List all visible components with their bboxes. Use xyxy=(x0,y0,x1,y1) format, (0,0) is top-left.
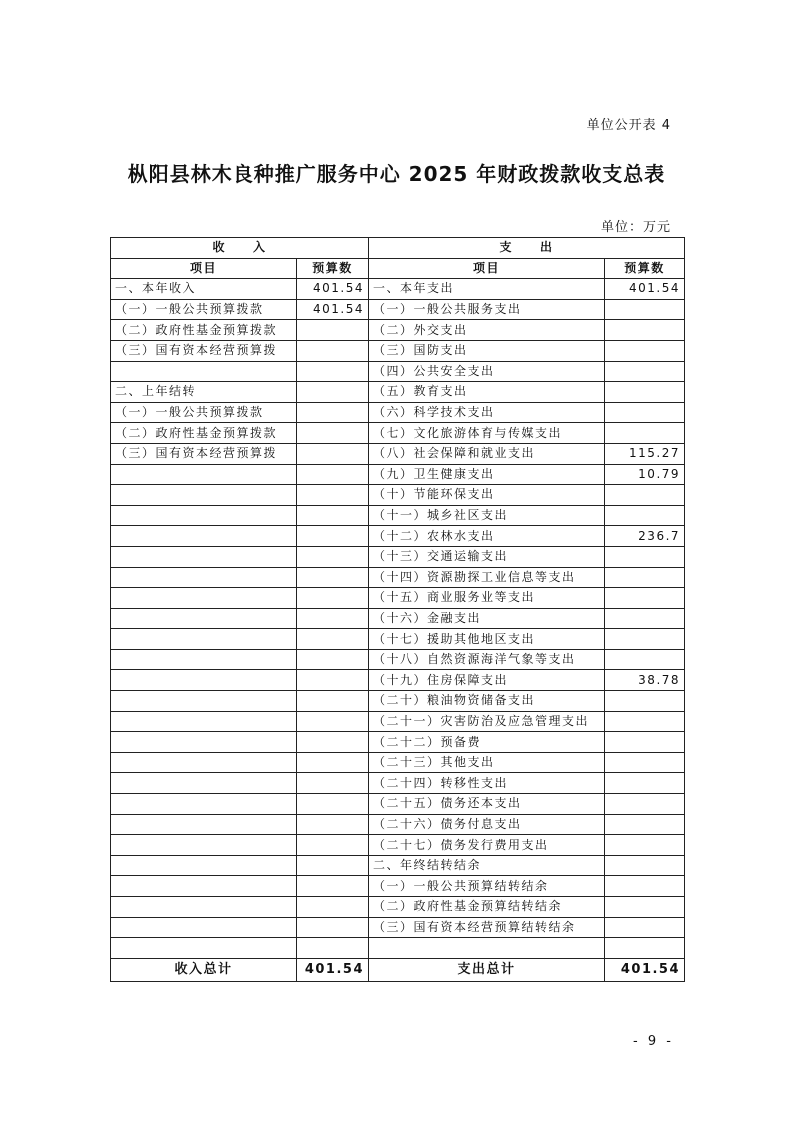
income-header: 收 入 xyxy=(111,238,369,259)
income-item-cell xyxy=(111,526,297,547)
expense-item-cell: （十六）金融支出 xyxy=(369,608,605,629)
expense-budget-header: 预算数 xyxy=(605,258,685,279)
expense-item-cell: （六）科学技术支出 xyxy=(369,402,605,423)
budget-table-body xyxy=(111,238,685,982)
expense-item-cell: （五）教育支出 xyxy=(369,382,605,403)
income-budget-cell xyxy=(297,773,369,794)
income-item-cell xyxy=(111,361,297,382)
income-item-cell: （三）国有资本经营预算拨 xyxy=(111,443,297,464)
expense-item-cell: （二十一）灾害防治及应急管理支出 xyxy=(369,711,605,732)
expense-budget-cell xyxy=(605,711,685,732)
income-budget-cell xyxy=(297,752,369,773)
expense-item-cell: （十三）交通运输支出 xyxy=(369,546,605,567)
table-row xyxy=(111,691,685,712)
expense-budget-cell xyxy=(605,340,685,361)
income-budget-cell: 401.54 xyxy=(297,279,369,300)
income-budget-cell xyxy=(297,588,369,609)
expense-item-cell: （二十）粮油物资储备支出 xyxy=(369,691,605,712)
income-item-cell xyxy=(111,485,297,506)
expense-budget-cell xyxy=(605,752,685,773)
expense-item-cell: （十七）援助其他地区支出 xyxy=(369,629,605,650)
budget-table xyxy=(110,237,685,982)
table-row xyxy=(111,732,685,753)
expense-item-cell: 一、本年支出 xyxy=(369,279,605,300)
income-item-cell xyxy=(111,938,297,959)
expense-budget-cell xyxy=(605,876,685,897)
expense-budget-cell xyxy=(605,794,685,815)
expense-item-cell: （十一）城乡社区支出 xyxy=(369,505,605,526)
table-row xyxy=(111,670,685,691)
income-item-cell xyxy=(111,794,297,815)
table-row xyxy=(111,464,685,485)
expense-budget-cell xyxy=(605,299,685,320)
table-row xyxy=(111,814,685,835)
income-item-cell xyxy=(111,588,297,609)
unit-label: 单位：万元 xyxy=(600,220,671,235)
income-item-cell xyxy=(111,629,297,650)
expense-header: 支 出 xyxy=(369,238,685,259)
page-number: - 9 - xyxy=(633,1034,674,1049)
income-item-cell: （二）政府性基金预算拨款 xyxy=(111,423,297,444)
income-item-cell xyxy=(111,732,297,753)
expense-budget-cell xyxy=(605,361,685,382)
table-row xyxy=(111,567,685,588)
income-item-cell xyxy=(111,567,297,588)
expense-budget-cell xyxy=(605,320,685,341)
table-row xyxy=(111,588,685,609)
income-item-cell xyxy=(111,691,297,712)
income-budget-cell xyxy=(297,485,369,506)
table-row xyxy=(111,629,685,650)
expense-budget-cell xyxy=(605,382,685,403)
income-item-cell xyxy=(111,897,297,918)
income-budget-header: 预算数 xyxy=(297,258,369,279)
table-row xyxy=(111,443,685,464)
income-budget-cell xyxy=(297,794,369,815)
income-budget-cell xyxy=(297,361,369,382)
expense-budget-cell xyxy=(605,855,685,876)
table-row xyxy=(111,340,685,361)
expense-item-cell: 二、年终结转结余 xyxy=(369,855,605,876)
expense-item-cell: （八）社会保障和就业支出 xyxy=(369,443,605,464)
income-item-cell xyxy=(111,711,297,732)
expense-item-cell: （二十五）债务还本支出 xyxy=(369,794,605,815)
expense-budget-cell xyxy=(605,773,685,794)
table-row xyxy=(111,546,685,567)
income-budget-cell xyxy=(297,855,369,876)
income-item-cell xyxy=(111,876,297,897)
income-item-header: 项目 xyxy=(111,258,297,279)
expense-budget-cell xyxy=(605,938,685,959)
expense-budget-cell xyxy=(605,917,685,938)
table-row xyxy=(111,835,685,856)
expense-item-cell: （七）文化旅游体育与传媒支出 xyxy=(369,423,605,444)
table-row xyxy=(111,711,685,732)
table-row xyxy=(111,402,685,423)
expense-budget-cell xyxy=(605,505,685,526)
income-budget-cell xyxy=(297,608,369,629)
expense-item-cell: （二十七）债务发行费用支出 xyxy=(369,835,605,856)
table-row xyxy=(111,505,685,526)
expense-item-cell: （二）外交支出 xyxy=(369,320,605,341)
income-item-cell: （一）一般公共预算拨款 xyxy=(111,299,297,320)
income-budget-cell xyxy=(297,917,369,938)
expense-item-cell: （十八）自然资源海洋气象等支出 xyxy=(369,649,605,670)
income-budget-cell xyxy=(297,732,369,753)
income-item-cell xyxy=(111,546,297,567)
expense-budget-cell: 401.54 xyxy=(605,279,685,300)
expense-item-cell: （二十三）其他支出 xyxy=(369,752,605,773)
table-row xyxy=(111,917,685,938)
income-budget-cell xyxy=(297,546,369,567)
table-row xyxy=(111,855,685,876)
income-budget-cell xyxy=(297,402,369,423)
expense-item-cell: （三）国防支出 xyxy=(369,340,605,361)
expense-total-label: 支出总计 xyxy=(369,958,605,981)
expense-item-cell: （四）公共安全支出 xyxy=(369,361,605,382)
expense-item-cell: （一）一般公共预算结转结余 xyxy=(369,876,605,897)
expense-item-cell: （二）政府性基金预算结转结余 xyxy=(369,897,605,918)
table-row xyxy=(111,485,685,506)
table-row xyxy=(111,526,685,547)
income-budget-cell xyxy=(297,443,369,464)
income-budget-cell xyxy=(297,691,369,712)
income-budget-cell xyxy=(297,340,369,361)
income-item-cell xyxy=(111,608,297,629)
expense-budget-cell: 38.78 xyxy=(605,670,685,691)
table-row xyxy=(111,773,685,794)
table-row xyxy=(111,299,685,320)
income-item-cell xyxy=(111,917,297,938)
expense-item-cell: （十九）住房保障支出 xyxy=(369,670,605,691)
income-item-cell xyxy=(111,505,297,526)
income-budget-cell xyxy=(297,464,369,485)
income-item-cell: 一、本年收入 xyxy=(111,279,297,300)
income-item-cell xyxy=(111,670,297,691)
income-budget-cell xyxy=(297,835,369,856)
total-row xyxy=(111,958,685,981)
expense-budget-cell xyxy=(605,814,685,835)
table-row xyxy=(111,320,685,341)
income-budget-cell xyxy=(297,382,369,403)
expense-budget-cell xyxy=(605,485,685,506)
expense-budget-cell xyxy=(605,608,685,629)
expense-item-cell: （十二）农林水支出 xyxy=(369,526,605,547)
income-budget-cell xyxy=(297,629,369,650)
income-item-cell: （二）政府性基金预算拨款 xyxy=(111,320,297,341)
table-row xyxy=(111,361,685,382)
table-row xyxy=(111,382,685,403)
expense-item-header: 项目 xyxy=(369,258,605,279)
expense-budget-cell xyxy=(605,546,685,567)
income-item-cell xyxy=(111,773,297,794)
expense-budget-cell xyxy=(605,588,685,609)
expense-budget-cell: 10.79 xyxy=(605,464,685,485)
income-item-cell xyxy=(111,464,297,485)
table-row xyxy=(111,279,685,300)
table-row xyxy=(111,938,685,959)
income-budget-cell xyxy=(297,814,369,835)
expense-budget-cell xyxy=(605,897,685,918)
table-row xyxy=(111,608,685,629)
income-budget-cell xyxy=(297,320,369,341)
expense-item-cell xyxy=(369,938,605,959)
expense-budget-cell xyxy=(605,691,685,712)
expense-budget-cell xyxy=(605,402,685,423)
form-code: 单位公开表 4 xyxy=(586,118,671,133)
table-row xyxy=(111,876,685,897)
income-item-cell: （一）一般公共预算拨款 xyxy=(111,402,297,423)
income-budget-cell xyxy=(297,505,369,526)
page-title: 枞阳县林木良种推广服务中心 2025 年财政拨款收支总表 xyxy=(127,162,666,186)
expense-item-cell: （十四）资源勘探工业信息等支出 xyxy=(369,567,605,588)
expense-total-value: 401.54 xyxy=(605,958,685,981)
income-item-cell: （三）国有资本经营预算拨 xyxy=(111,340,297,361)
income-item-cell xyxy=(111,814,297,835)
expense-budget-cell xyxy=(605,732,685,753)
expense-item-cell: （二十四）转移性支出 xyxy=(369,773,605,794)
section-header-row xyxy=(111,238,685,259)
income-budget-cell xyxy=(297,670,369,691)
expense-item-cell: （二十六）债务付息支出 xyxy=(369,814,605,835)
table-row xyxy=(111,794,685,815)
income-budget-cell xyxy=(297,876,369,897)
expense-item-cell: （一）一般公共服务支出 xyxy=(369,299,605,320)
table-row xyxy=(111,649,685,670)
column-header-row xyxy=(111,258,685,279)
expense-budget-cell xyxy=(605,649,685,670)
table-row xyxy=(111,752,685,773)
expense-item-cell: （三）国有资本经营预算结转结余 xyxy=(369,917,605,938)
income-budget-cell xyxy=(297,567,369,588)
expense-budget-cell: 236.7 xyxy=(605,526,685,547)
income-budget-cell xyxy=(297,711,369,732)
table-row xyxy=(111,897,685,918)
income-budget-cell xyxy=(297,897,369,918)
income-budget-cell xyxy=(297,649,369,670)
income-item-cell xyxy=(111,649,297,670)
income-budget-cell xyxy=(297,938,369,959)
income-total-value: 401.54 xyxy=(297,958,369,981)
income-total-label: 收入总计 xyxy=(111,958,297,981)
expense-budget-cell xyxy=(605,567,685,588)
income-item-cell xyxy=(111,855,297,876)
expense-budget-cell xyxy=(605,629,685,650)
table-row xyxy=(111,423,685,444)
income-budget-cell xyxy=(297,423,369,444)
income-item-cell: 二、上年结转 xyxy=(111,382,297,403)
expense-item-cell: （二十二）预备费 xyxy=(369,732,605,753)
income-budget-cell: 401.54 xyxy=(297,299,369,320)
income-item-cell xyxy=(111,752,297,773)
expense-item-cell: （十五）商业服务业等支出 xyxy=(369,588,605,609)
expense-budget-cell xyxy=(605,835,685,856)
income-budget-cell xyxy=(297,526,369,547)
expense-budget-cell xyxy=(605,423,685,444)
expense-budget-cell: 115.27 xyxy=(605,443,685,464)
expense-item-cell: （九）卫生健康支出 xyxy=(369,464,605,485)
expense-item-cell: （十）节能环保支出 xyxy=(369,485,605,506)
income-item-cell xyxy=(111,835,297,856)
